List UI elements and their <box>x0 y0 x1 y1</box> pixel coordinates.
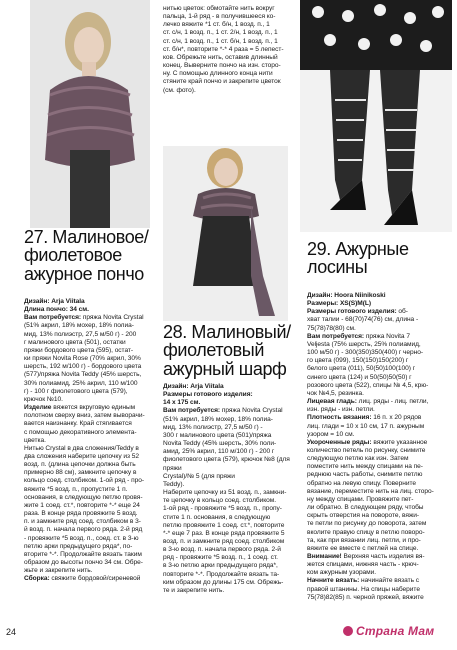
text-line <box>307 529 449 537</box>
middle-top-line: стяните край пончо и закрепите цветок <box>163 78 281 86</box>
middle-top-line: (см. фото). <box>163 86 196 94</box>
text-line <box>307 480 449 488</box>
line-text: 16 п. х 20 рядов <box>371 414 422 422</box>
text-line <box>307 406 449 414</box>
line-text: вторите *-*. Продолжайте вязать таким <box>24 550 142 558</box>
line-text: ли обратно. В следующем ряду, чтобы <box>307 504 424 512</box>
poncho-model-figure <box>30 0 150 228</box>
text-line <box>307 577 449 585</box>
line-text: 100 м/50 г) - 300(350)350(400) г черно- <box>307 349 424 357</box>
text-line <box>24 347 162 355</box>
text-line <box>24 388 162 396</box>
heart-icon <box>343 626 353 636</box>
text-line <box>307 586 449 594</box>
text-line <box>24 404 162 412</box>
line-text: (577)/пряжа Novita Teddy (45% шерсть, <box>24 371 142 379</box>
line-text: возд. п. и замкните ряд соед. столбиком <box>163 537 285 545</box>
bold-label: Размеры готового изделия: <box>163 391 253 399</box>
leggings-title-line: лосины <box>307 257 368 278</box>
line-text: два сложения наберите цепочку из 52 <box>24 452 139 460</box>
text-line <box>24 322 162 330</box>
line-text: п. и замкните ряд соед. столбиком в 3- <box>24 518 141 526</box>
text-line <box>163 530 303 538</box>
line-text: синего цвета (124) и 50(50)50(50) г <box>307 373 412 381</box>
line-text: 30% полиамид, 25% акрил, 110 м/100 <box>24 379 138 387</box>
text-line <box>163 587 303 595</box>
middle-top-line: пальца, 1-й ряд - в получившееся ко- <box>163 13 276 21</box>
line-text: в 3-ю петлю арки предыдущего ряда*, <box>163 562 278 570</box>
text-line <box>24 429 162 437</box>
bold-label: Плотность вязания: <box>307 414 372 422</box>
scarf-title-line: ажурный шарф <box>163 358 287 379</box>
poncho-instructions <box>24 298 162 583</box>
text-line <box>163 481 303 489</box>
text-line <box>24 339 162 347</box>
middle-top-line: конец. Выверните пончо на изн. сторо- <box>163 62 281 70</box>
line-text: в 3-ю возд. п. начала первого ряда. 2-й <box>163 546 281 554</box>
bold-label: Дизайн: Arja Viitala <box>24 298 85 305</box>
bold-label: Дизайн: Arja Viitala <box>163 383 224 390</box>
text-line <box>24 453 162 461</box>
text-line <box>163 416 303 424</box>
line-text: стите 1 п. основания, в следующую <box>163 513 271 521</box>
line-text: следующую петлю как изн. Затем <box>307 455 409 463</box>
line-text: те петли по рисунку до поворота, затем <box>307 520 427 528</box>
line-text: полотном сверху вниз, затем выворачи- <box>24 412 145 420</box>
text-line <box>163 579 303 587</box>
bold-label: Начните вязать: <box>307 577 360 585</box>
line-text: ну между спицами. Провяжите пет- <box>307 495 414 503</box>
poncho-photo <box>30 0 150 228</box>
scarf-photo <box>163 146 288 321</box>
line-text: реднюю часть работы, снимите петлю <box>307 471 423 479</box>
text-line <box>163 407 303 415</box>
text-line <box>307 545 449 553</box>
text-line <box>24 486 162 494</box>
line-text: *-* еще 7 раз. В конце ряда провяжите 5 <box>163 529 285 537</box>
text-line <box>163 514 303 522</box>
line-text: скрыть отверстия на повороте, вяжи- <box>307 512 420 520</box>
bold-label: Длина пончо: 34 см. <box>24 306 89 314</box>
text-line <box>24 371 162 379</box>
text-line <box>307 292 449 300</box>
scarf-instructions <box>163 383 303 595</box>
line-text: вяжите ее вместе с петлей на спице. <box>307 544 419 552</box>
text-line <box>24 298 162 306</box>
line-text: 75(78)78(80) см. <box>307 324 356 332</box>
line-text: основания, в следующую петлю провя- <box>24 493 143 501</box>
bold-label: 14 х 175 см. <box>163 399 201 407</box>
line-text: Верхняя часть изделия вя- <box>341 553 425 560</box>
text-line <box>24 494 162 502</box>
text-line <box>24 437 162 445</box>
text-line <box>24 314 162 322</box>
line-text: Наберите цепочку из 51 возд. п., замкни- <box>163 489 287 497</box>
text-line <box>163 456 303 472</box>
text-line <box>163 383 303 391</box>
text-line <box>307 382 449 390</box>
line-text: обратно на левую спицу. Поверните <box>307 479 416 487</box>
text-line <box>24 461 162 469</box>
text-line <box>163 473 303 481</box>
text-line <box>307 390 449 398</box>
line-text: об- <box>396 308 408 316</box>
line-text: пряжа Novita 7 <box>364 332 410 340</box>
bold-label: Изделие <box>24 404 52 412</box>
line-text: примерно 88 см), замкните цепочку в <box>24 469 137 477</box>
middle-top-text <box>163 5 298 95</box>
line-text: розового цвета (522), спицы № 4,5, крю- <box>307 381 429 389</box>
line-text: ком ажурным узорами. <box>307 569 377 577</box>
text-line <box>163 489 303 497</box>
text-line <box>24 380 162 388</box>
text-line <box>163 546 303 554</box>
line-text: (51% акрил, 18% мохер, 18% полиа- <box>163 415 273 423</box>
line-text: повторите *-*. Продолжайте вязать та- <box>163 570 280 578</box>
text-line <box>24 396 162 404</box>
text-line <box>163 440 303 448</box>
text-line <box>307 504 449 512</box>
poncho-title-line: ажурное пончо <box>24 263 144 284</box>
leggings-instructions <box>307 292 449 602</box>
line-text: та, как при вязании лиц. петли, и про- <box>307 536 421 544</box>
line-text: - провяжите *5 возд. п., соед. ст. в 3-ю <box>24 534 139 542</box>
text-line <box>307 423 449 431</box>
line-text: Crystal)/№ 5 (для пряжи <box>163 472 235 480</box>
page-number: 24 <box>6 627 17 637</box>
middle-top-line: ст. с/н, 1 возд. п., 1 ст. б/н, 1 возд. п., 1 <box>163 37 278 45</box>
text-line <box>163 391 303 399</box>
text-line <box>307 398 449 406</box>
bold-label: Вам потребуется: <box>163 407 221 415</box>
text-line <box>163 571 303 579</box>
leggings-photo <box>300 0 452 232</box>
bold-label: Укороченные ряды: <box>307 438 372 446</box>
line-text: вяжите *5 возд. п., пропустите 1 п. <box>24 485 128 493</box>
text-line <box>307 414 449 422</box>
watermark-logo <box>343 624 434 638</box>
line-text: вяжется вкруговую единым <box>51 404 136 412</box>
line-text: вколите правую спицу в петлю поворо- <box>307 528 425 536</box>
line-text: петлю провяжите 1 соед. ст.*, повторите <box>163 521 285 529</box>
line-text: начинайте вязать с <box>359 577 419 585</box>
bold-label: Вам потребуется: <box>24 314 82 322</box>
line-text: фиолетового цвета (579), крючок №8 (для пряжи <box>163 456 290 472</box>
text-line <box>307 561 449 569</box>
text-line <box>163 505 303 513</box>
leggings-model-figure <box>300 0 452 232</box>
leggings-title-line: 29. Ажурные <box>307 239 409 259</box>
line-text: хват талии - 68(70)74(76) см, длина - <box>307 316 419 324</box>
line-text: г малинового цвета (501), остатки <box>24 338 126 346</box>
poncho-title-line: фиолетовое <box>24 245 122 266</box>
line-text: го цвета (099), 150(150)150(200) г <box>307 357 409 365</box>
line-text: правой штанины. На спицы наберите <box>307 585 420 593</box>
text-line <box>307 365 449 373</box>
text-line <box>163 554 303 562</box>
bold-label: Размеры: XS(S)M(L) <box>307 300 372 308</box>
text-line <box>24 331 162 339</box>
text-line <box>307 439 449 447</box>
poncho-title <box>24 228 149 283</box>
line-text: лиц. глади = 10 х 10 см, 17 п. ажурным <box>307 422 425 430</box>
text-line <box>307 308 449 316</box>
text-line <box>307 520 449 528</box>
line-text: жите 1 соед. ст.*, повторите *-* еще 24 <box>24 501 140 509</box>
line-text: вяжите указанное <box>371 438 428 446</box>
line-text: (51% акрил, 18% мохер, 18% полиа- <box>24 322 134 330</box>
line-text: Novita Teddy (45% шерсть, 30% поли- <box>163 440 277 448</box>
text-line <box>307 455 449 463</box>
line-text: петлю арки предыдущего ряда*, по- <box>24 542 133 550</box>
text-line <box>24 477 162 485</box>
line-text: шерсть, 192 м/100 г) - бордового цвета <box>24 363 142 371</box>
bold-label: Сборка: <box>24 575 50 583</box>
text-line <box>163 424 303 432</box>
middle-top-line: нитью цветок: обмотайте нить вокруг <box>163 5 275 12</box>
line-text: 300 г малинового цвета (501)/пряжа <box>163 431 272 439</box>
line-text: с помощью декоративного элемента- <box>24 428 137 436</box>
text-line <box>307 488 449 496</box>
line-text: изн. ряды - изн. петли. <box>307 406 375 414</box>
line-text: крючок №10. <box>24 395 63 403</box>
line-text: чок №4,5, резинка. <box>307 389 364 397</box>
bold-label: Размеры готового изделия: <box>307 308 397 316</box>
text-line <box>307 496 449 504</box>
middle-top-line: ну. С помощью длинного конца нити <box>163 70 273 78</box>
text-line <box>163 562 303 570</box>
poncho-title-line: 27. Малиновое/ <box>24 227 149 247</box>
line-text: г) - 100 г фиолетового цвета (579), <box>24 387 128 395</box>
text-line <box>24 526 162 534</box>
text-line <box>307 341 449 349</box>
line-text: пряжа Novita Crystal <box>81 314 144 322</box>
text-line <box>24 420 162 428</box>
watermark-text: Страна Мам <box>356 624 435 638</box>
line-text: белого цвета (011), 50(50)100(100) г <box>307 365 416 373</box>
line-text: цветка. <box>24 436 46 444</box>
line-text: Veljesta (75% шерсть, 25% полиамид, <box>307 340 421 348</box>
scarf-title <box>163 323 291 378</box>
text-line <box>24 559 162 567</box>
scarf-title-line: 28. Малиновый/ <box>163 322 291 342</box>
line-text: возд. п. (длина цепочки должна быть <box>24 461 136 469</box>
line-text: те цепочку в кольцо соед. столбиком. <box>163 497 277 505</box>
line-text: ким образом до длины 175 см. Обрежь- <box>163 578 284 586</box>
line-text: узором = 10 см. <box>307 430 355 438</box>
line-text: Teddy). <box>163 480 185 488</box>
line-text: ряд - провяжите *5 возд. п., 1 соед. ст. <box>163 554 278 562</box>
line-text: жьте и закрепите нить. <box>24 567 93 575</box>
middle-top-line: ст. с/н, 1 возд. п., 1 ст. 2/н, 1 возд. п., 1 <box>163 29 278 37</box>
text-line <box>24 445 162 453</box>
text-line <box>307 325 449 333</box>
text-line <box>24 575 162 583</box>
text-line <box>24 363 162 371</box>
scarf-title-line: фиолетовый <box>163 340 265 361</box>
line-text: пряжа Novita Crystal <box>220 407 283 415</box>
text-line <box>24 510 162 518</box>
line-text: амид, 25% акрил, 110 м/100 г) - 200 г <box>163 448 275 456</box>
text-line <box>24 502 162 510</box>
text-line <box>307 594 449 602</box>
line-text: 1-ой ряд - провяжите *5 возд. п., пропу- <box>163 505 282 513</box>
line-text: Нитью Crystal в два сложения/Teddy в <box>24 444 139 452</box>
text-line <box>307 512 449 520</box>
line-text: мид, 13% полиэстр, 27,5 м/50 г) - 200 <box>24 330 137 338</box>
text-line <box>307 553 449 561</box>
text-line <box>307 471 449 479</box>
text-line <box>307 349 449 357</box>
text-line <box>307 333 449 341</box>
text-line <box>307 431 449 439</box>
text-line <box>163 432 303 440</box>
line-text: вается наизнанку. Край стягивается <box>24 420 132 428</box>
line-text: вязание, переместите нить на лиц. сторо- <box>307 487 434 495</box>
text-line <box>24 551 162 559</box>
line-text: образом до высоты пончо 34 см. Обре- <box>24 559 143 566</box>
text-line <box>163 448 303 456</box>
text-line <box>307 447 449 455</box>
line-text: кольцо соед. столбиком. 1-ой ряд - про- <box>24 477 144 485</box>
leggings-title <box>307 240 409 277</box>
line-text: лиц. ряды - лиц. петли, <box>356 398 429 406</box>
bold-label: Внимание! <box>307 553 342 560</box>
text-line <box>24 535 162 543</box>
line-text: й возд. п. начала первого ряда. 2-й ряд <box>24 526 143 534</box>
text-line <box>307 316 449 324</box>
line-text: поместите нить между спицами на пе- <box>307 463 423 471</box>
bold-label: Вам потребуется: <box>307 332 365 340</box>
line-text: жется спицами, нижняя часть - крюч- <box>307 561 419 569</box>
line-text: количество петель по рисунку, снимите <box>307 446 426 454</box>
line-text: 75(78)82(85) п. черной пряжей, вяжите <box>307 593 424 601</box>
middle-top-line: ст. б/н*, повторите *-* 4 раза = 5 лепест- <box>163 45 284 53</box>
middle-top-line: ков. Обрежьте нить, оставив длинный <box>163 53 278 61</box>
line-text: ки пряжи Novita Rose (70% акрил, 30% <box>24 355 141 363</box>
line-text: те и закрепите нить. <box>163 586 225 594</box>
text-line <box>163 522 303 530</box>
text-line <box>307 537 449 545</box>
text-line <box>24 543 162 551</box>
middle-top-line: лечко вяжите *1 ст. б/н, 1 возд. п., 1 <box>163 21 270 29</box>
line-text: свяжите бордовой/сиреневой <box>49 575 141 583</box>
bold-label: Дизайн: Hoora Niinikoski <box>307 292 386 299</box>
scarf-model-figure <box>163 146 288 321</box>
line-text: раза. В конце ряда провяжите 5 возд. <box>24 510 138 518</box>
line-text: мид, 13% полиэстр, 27,5 м/50 г) - <box>163 423 263 431</box>
line-text: пряжи бордового цвета (595), остат- <box>24 346 134 354</box>
text-line <box>307 374 449 382</box>
text-line <box>163 538 303 546</box>
bold-label: Лицевая гладь: <box>307 398 357 406</box>
